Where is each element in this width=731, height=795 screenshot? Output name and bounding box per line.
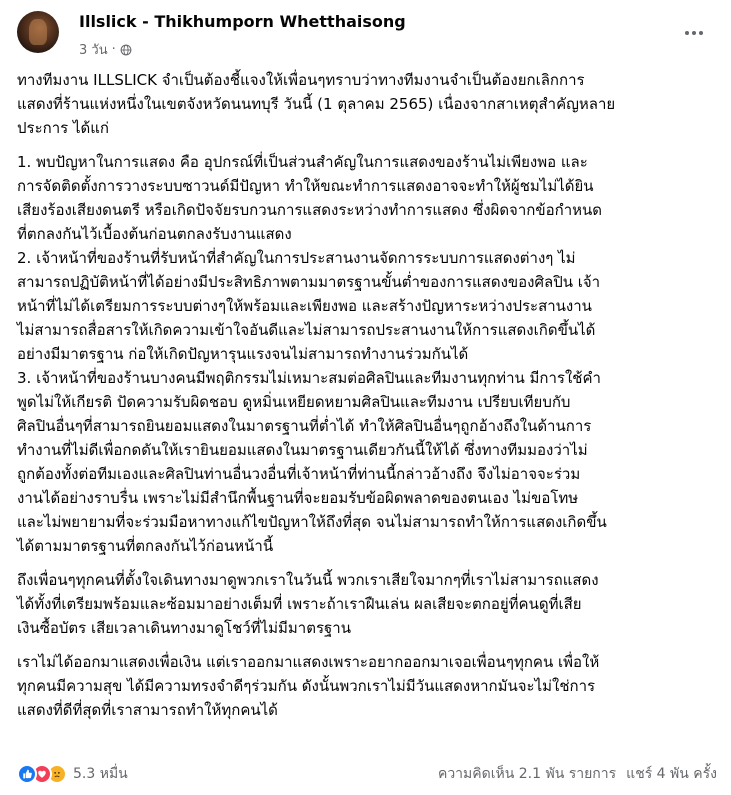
paragraph-line: 1. พบปัญหาในการแสดง คือ อุปกรณ์ที่เป็นส่วนสำคัญในการแสดงของร้านไม่เพียงพอ และ	[17, 153, 588, 171]
avatar[interactable]	[17, 11, 59, 53]
comment-count[interactable]: ความคิดเห็น 2.1 พัน รายการ	[437, 766, 617, 782]
paragraph-line: สามารถปฏิบัติหน้าที่ได้อย่างมีประสิทธิภาพตามมาตรฐานขั้นต่ำของการแสดงของศิลปิน เจ้า	[17, 273, 601, 291]
paragraph-line: อย่างมีมาตรฐาน ก่อให้เกิดปัญหารุนแรงจนไม่สามารถทำงานร่วมกันได้	[17, 345, 469, 363]
reactions-summary[interactable]	[17, 763, 128, 785]
paragraph-line: แสดงที่ร้านแห่งหนึ่งในเขตจังหวัดนนทบุรี วันนี้ (1 ตุลาคม 2565) เนื่องจากสาเหตุสำคัญหลาย	[17, 95, 616, 113]
paragraph-line: หน้าที่ไม่ได้เตรียมการระบบต่างๆให้พร้อมและเพียงพอ และสร้างปัญหาระหว่างประสานงาน	[17, 297, 592, 315]
paragraph-line: ถูกต้องทั้งต่อทีมเองและศิลปินท่านอื่นวงอื่นที่เจ้าหน้าที่ท่านนี้กล่าวอ้างถึง จึงไม่อาจจะร่วม	[17, 465, 581, 483]
reaction-count[interactable]: 5.3 หมื่น	[73, 766, 128, 782]
paragraph-line: งานได้อย่างราบรื่น เพราะไม่มีสำนึกพื้นฐานที่จะยอมรับข้อผิดพลาดของตนเอง ไม่ขอโทษ	[17, 489, 579, 507]
post-header	[17, 11, 717, 63]
paragraph-line: ทางทีมงาน ILLSLICK จำเป็นต้องชี้แจงให้เพื่อนๆทราบว่าทางทีมงานจำเป็นต้องยกเลิกการ	[17, 71, 585, 89]
paragraph-line: ทำงานที่ไม่ดีเพื่อกดดันให้เรายินยอมแสดงในมาตรฐานเดียวกันนี้ให้ได้ ซึ่งทางทีมมองว่าไม่	[17, 441, 588, 459]
post-time[interactable]: 3 วัน	[79, 43, 108, 58]
paragraph-line: ประการ ได้แก่	[17, 119, 109, 137]
post-paragraph	[17, 568, 717, 640]
post-body	[17, 68, 717, 732]
post-footer	[17, 760, 717, 788]
paragraph-line: เงินซื้อบัตร เสียเวลาเดินทางมาดูโชว์ที่ไม่มีมาตรฐาน	[17, 619, 351, 637]
paragraph-line: เราไม่ได้ออกมาแสดงเพื่อเงิน แต่เราออกมาแสดงเพราะอยากออกมาเจอเพื่อนๆทุกคน เพื่อให้	[17, 653, 600, 671]
paragraph-line: ได้ทั้งที่เตรียมพร้อมและซ้อมมาอย่างเต็มที่ เพราะถ้าเราฝืนเล่น ผลเสียจะตกอยู่ที่คนดูที่เสีย	[17, 595, 582, 613]
paragraph-line: การจัดติดตั้งการวางระบบซาวนด์มีปัญหา ทำให้ขณะทำการแสดงอาจจะทำให้ผู้ชมไม่ได้ยิน	[17, 177, 594, 195]
globe-icon	[120, 44, 132, 56]
paragraph-line: ไม่สามารถสื่อสารให้เกิดความเข้าใจอันดีและไม่สามารถประสานงานให้การแสดงเกิดขึ้นได้	[17, 321, 596, 339]
post-paragraph	[17, 68, 717, 140]
paragraph-line: เสียงร้องเสียงดนตรี หรือเกิดปัจจัยรบกวนการแสดงระหว่างทำการแสดง ซึ่งผิดจากข้อกำหนด	[17, 201, 602, 219]
paragraph-line: พูดไม่ให้เกียรติ ปัดความรับผิดชอบ ดูหมิ่นเหยียดหยามศิลปินและทีมงาน เปรียบเทียบกับ	[17, 393, 571, 411]
paragraph-line: ถึงเพื่อนๆทุกคนที่ตั้งใจเดินทางมาดูพวกเราในวันนี้ พวกเราเสียใจมากๆที่เราไม่สามารถแสดง	[17, 571, 599, 589]
paragraph-line: แสดงที่ดีที่สุดที่เราสามารถทำให้ทุกคนได้	[17, 701, 278, 719]
paragraph-line: และไม่พยายามที่จะร่วมมือหาทางแก้ไขปัญหาให้ถึงที่สุด จนไม่สามารถทำให้การแสดงเกิดขึ้น	[17, 513, 607, 531]
post-stats	[438, 763, 717, 785]
paragraph-line: ทุกคนมีความสุข ได้มีความทรงจำดีๆร่วมกัน ดังนั้นพวกเราไม่มีวันแสดงหากมันจะไม่ใช่การ	[17, 677, 596, 695]
paragraph-line: ที่ตกลงกันไว้เบื้องต้นก่อนตกลงรับงานแสดง	[17, 225, 292, 243]
paragraph-line: 2. เจ้าหน้าที่ของร้านที่รับหน้าที่สำคัญในการประสานงานจัดการระบบการแสดงต่างๆ ไม่	[17, 249, 576, 267]
more-options-icon[interactable]	[679, 21, 709, 45]
post-paragraph	[17, 150, 717, 558]
like-icon	[17, 764, 37, 784]
post-paragraph	[17, 650, 717, 722]
meta-separator: ·	[111, 42, 116, 57]
paragraph-line: ได้ตามมาตรฐานที่ตกลงกันไว้ก่อนหน้านี้	[17, 537, 274, 555]
paragraph-line: 3. เจ้าหน้าที่ของร้านบางคนมีพฤติกรรมไม่เหมาะสมต่อศิลปินและทีมงานทุกท่าน มีการใช้คำ	[17, 369, 601, 387]
post-meta	[79, 39, 132, 60]
share-count[interactable]: แชร์ 4 พัน ครั้ง	[626, 766, 717, 782]
paragraph-line: ศิลปินอื่นๆที่สามารถยินยอมแสดงในมาตรฐานที่ต่ำได้ ทำให้ศิลปินอื่นๆถูกอ้างถึงในด้านการ	[17, 417, 592, 435]
author-name[interactable]: Illslick - Thikhumporn Whetthaisong	[79, 12, 406, 31]
